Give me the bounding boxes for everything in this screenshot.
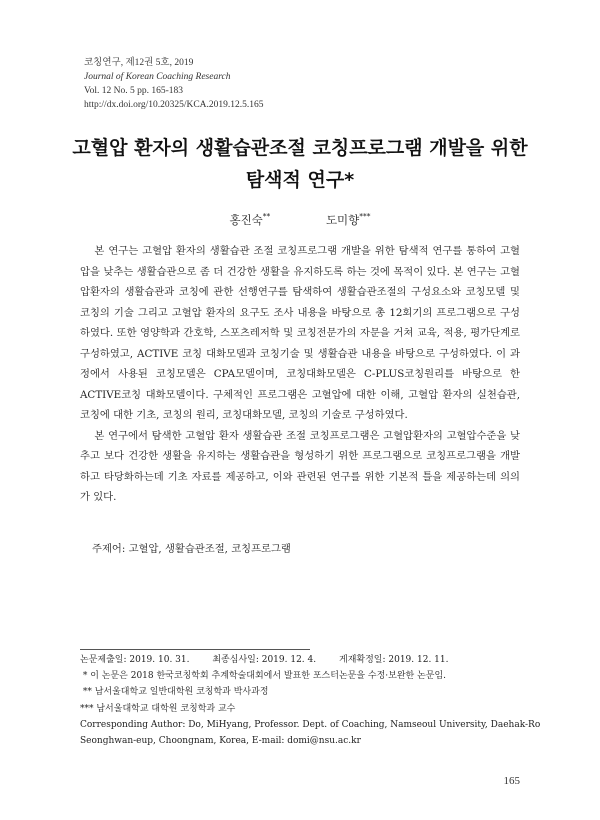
footnote-3: *** 남서울대학교 대학원 코칭학과 교수	[80, 703, 236, 714]
abstract-paragraph-1: 본 연구는 고혈압 환자의 생활습관 조절 코칭프로그램 개발을 위한 탐색적 연구를 통하여 고혈압을 낮추는 생활습관으로 좀 더 건강한 생활을 유지하도록 하는 것에 목적이 있다. 본 연구는 고혈압환자의 생활습관과 코칭에 관한 선행연구를 탐색하여 생활습관조절의 구성요소와 코칭모델 및 코칭의 기술 그리고 고혈압 환자의 요구도 조사 내용을 바탕으로 총 12회기의 프로그램으로 구성하였다. 또한 영양학과 간호학, 스포츠레저학 및 코칭전문가의 자문을 거쳐 교육, 적용, 평가단계로 구성하였고, ACTIVE 코칭 대화모델과 코칭기술 및 생활습관 내용을 바탕으로 구성하였다. 이 과정에서 사용된 코칭모델은 CPA모델이며, 코칭대화모델은 C-PLUS코칭원리를 바탕으로 한 ACTIVE코칭 대화모델이다. 구체적인 프로그램은 고혈압에 대한 이해, 고혈압 환자의 실천습관, 코칭에 대한 기초, 코칭의 원리, 코칭대화모델, 코칭의 기술로 구성하였다.	[80, 245, 520, 421]
author-1-mark: **	[262, 212, 271, 222]
author-list	[0, 212, 600, 228]
author-1-name: 홍진숙	[229, 213, 263, 227]
title-line-2: 탐색적 연구*	[245, 169, 355, 191]
footnote-1: * 이 논문은 2018 한국코칭학회 추계학술대회에서 발표한 포스터논문을 수정·보완한 논문임.	[80, 671, 447, 682]
footnote-2: ** 남서울대학교 일반대학원 코칭학과 박사과정	[80, 687, 269, 698]
keywords: 주제어: 고혈압, 생활습관조절, 코칭프로그램	[92, 543, 291, 555]
doi-link[interactable]: http://dx.doi.org/10.20325/KCA.2019.12.5.165	[84, 100, 264, 110]
author-2-name: 도미향	[325, 213, 360, 227]
journal-en: Journal of Korean Coaching Research	[84, 72, 231, 82]
footnotes	[80, 652, 541, 749]
abstract	[80, 241, 520, 508]
corresponding-author-2: Seonghwan-eup, Choongnam, Korea, E-mail: domi@nsu.ac.kr	[80, 736, 361, 747]
paper-title	[60, 132, 540, 196]
submission-dates: 논문제출일: 2019. 10. 31. 최종심사일: 2019. 12. 4. 게재확정일: 2019. 12. 11.	[80, 655, 449, 665]
page-number: 165	[503, 775, 520, 787]
volume-info: Vol. 12 No. 5 pp. 165-183	[84, 86, 184, 96]
footnote-divider	[80, 649, 310, 650]
author-1	[229, 212, 270, 228]
journal-header	[84, 56, 264, 112]
abstract-paragraph-2: 본 연구에서 탐색한 고혈압 환자 생활습관 조절 코칭프로그램은 고혈압환자의 고혈압수준을 낮추고 보다 건강한 생활을 유지하는 생활습관을 형성하기 위한 프로그램으로 코칭프로그램을 개발하고 타당화하는데 기초 자료를 제공하고, 이와 관련된 연구를 위한 기본적 틀을 제공하는데 의의가 있다.	[80, 429, 520, 503]
title-line-1: 고혈압 환자의 생활습관조절 코칭프로그램 개발을 위한	[72, 137, 528, 159]
corresponding-author-1: Corresponding Author: Do, MiHyang, Professor. Dept. of Coaching, Namseoul University, Daehak-Ro	[80, 719, 541, 730]
author-2-mark: ***	[359, 212, 371, 222]
journal-kr: 코칭연구, 제12권 5호, 2019	[84, 58, 194, 68]
author-2	[326, 212, 371, 228]
